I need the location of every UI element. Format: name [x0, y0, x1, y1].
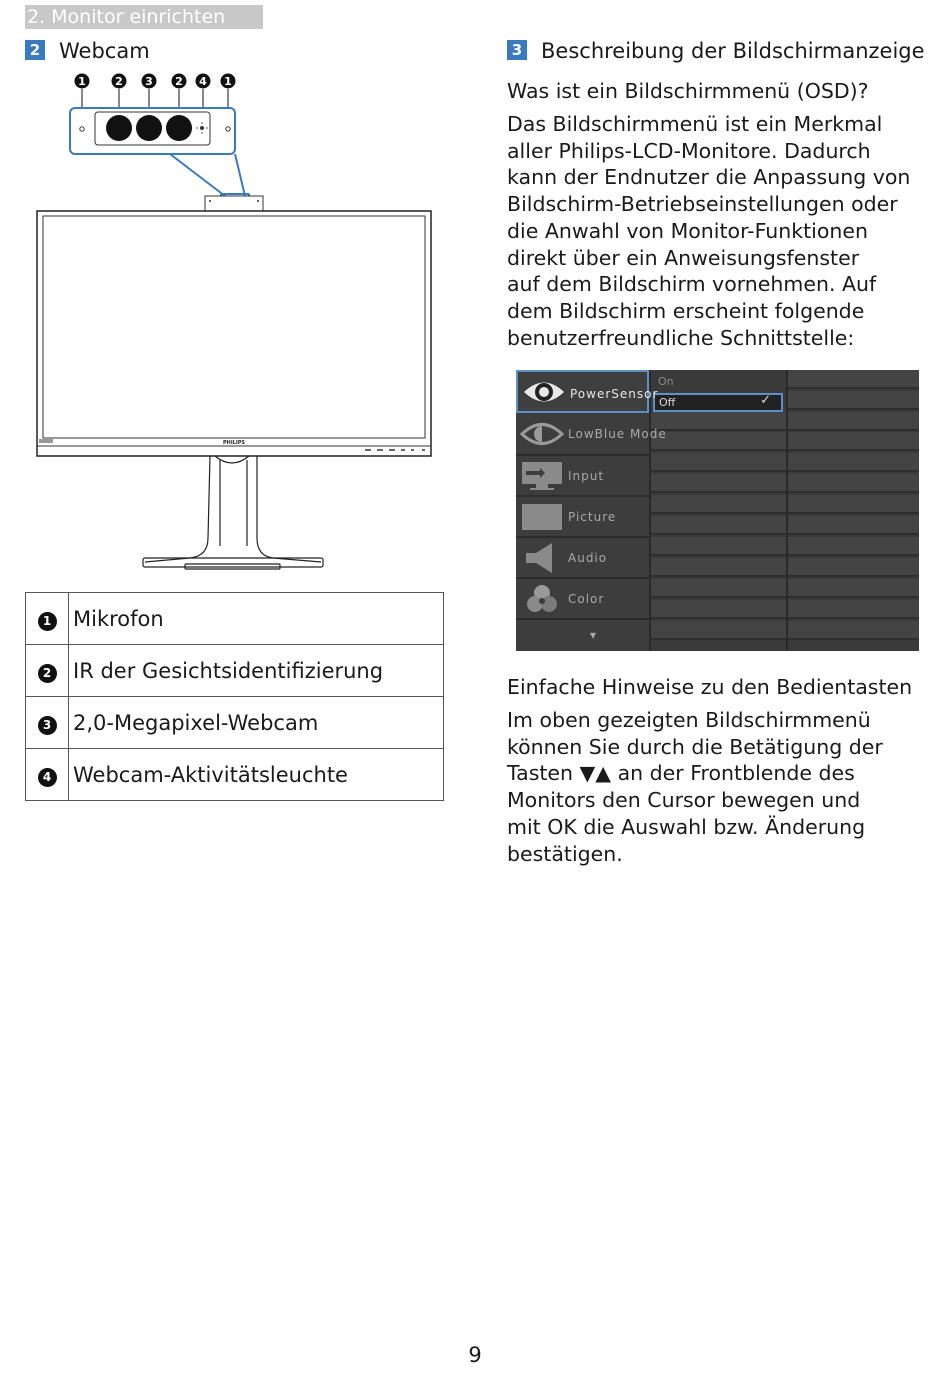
text-line: auf dem Bildschirm vornehmen. Auf — [507, 272, 877, 297]
option-label: Off — [659, 396, 676, 409]
section-number-badge: 3 — [507, 40, 527, 60]
osd-option-on[interactable]: On — [658, 375, 674, 388]
monitor-stand — [143, 456, 323, 569]
osd-menu-screenshot — [516, 370, 919, 651]
number-badge: 4 — [38, 768, 57, 787]
osd-item-label: PowerSensor — [570, 387, 659, 401]
text-line: Das Bildschirmmenü ist ein Merkmal — [507, 112, 883, 136]
chapter-header: 2. Monitor einrichten — [25, 5, 263, 29]
callout-text: 1 — [78, 75, 86, 88]
table-row — [26, 645, 444, 697]
webcam-section-title — [25, 37, 150, 65]
text-line: direkt über ein Anweisungsfenster — [507, 245, 860, 270]
brand-logo: PHILIPS — [222, 440, 246, 446]
chevron-down-icon: ▾ — [590, 628, 598, 642]
osd-title: Beschreibung der Bildschirmanzeige — [541, 39, 925, 63]
svg-text:2: 2 — [115, 75, 123, 88]
section-number-badge: 2 — [25, 40, 45, 60]
number-badge: 2 — [38, 664, 57, 683]
text-line: Monitors den Cursor bewegen und — [507, 788, 861, 813]
osd-item-color[interactable] — [516, 579, 649, 620]
speaker-icon — [520, 541, 564, 575]
osd-item-label: Color — [568, 592, 605, 606]
monitor-body — [37, 211, 431, 456]
hints-title: Einfache Hinweise zu den Bedientasten — [507, 675, 913, 699]
osd-item-label: Input — [568, 469, 605, 483]
osd-item-audio[interactable] — [516, 538, 649, 579]
svg-text:4: 4 — [199, 75, 207, 88]
text-line: bestätigen. — [507, 841, 623, 866]
text-line: dem Bildschirm erscheint folgende — [507, 298, 865, 323]
svg-text:1: 1 — [224, 75, 232, 88]
number-badge: 1 — [38, 612, 57, 631]
svg-text:2: 2 — [175, 75, 183, 88]
osd-section-title — [507, 37, 925, 65]
text-line: kann der Endnutzer die Anpassung von — [507, 165, 911, 190]
lowblue-eye-icon — [520, 417, 564, 451]
osd-option-off-selected[interactable] — [653, 393, 783, 412]
legend-label: Webcam-Aktivitätsleuchte — [69, 749, 444, 801]
webcam-title: Webcam — [59, 39, 150, 63]
text-line: mit OK die Auswahl bzw. Änderung — [507, 814, 866, 839]
osd-item-label: LowBlue Mode — [568, 427, 667, 441]
table-row — [26, 749, 444, 801]
osd-question: Was ist ein Bildschirmmenü (OSD)? — [507, 79, 869, 103]
picture-icon — [520, 500, 564, 534]
osd-item-picture[interactable] — [516, 497, 649, 538]
osd-options-column — [651, 370, 786, 651]
osd-item-powersensor[interactable] — [516, 370, 659, 413]
text-line: Bildschirm-Betriebseinstellungen oder — [507, 192, 898, 217]
hints-paragraph — [507, 707, 883, 867]
osd-item-input[interactable] — [516, 456, 649, 497]
number-badge: 3 — [38, 716, 57, 735]
webcam-zoom-callout — [70, 108, 249, 202]
webcam-legend-table — [25, 592, 444, 801]
svg-text:3: 3 — [145, 75, 153, 88]
text-line: Im oben gezeigten Bildschirmmenü — [507, 708, 871, 732]
input-icon — [520, 459, 564, 493]
table-row — [26, 697, 444, 749]
legend-label: Mikrofon — [69, 593, 444, 645]
osd-item-label: Audio — [568, 551, 608, 565]
osd-scroll-more[interactable] — [516, 620, 649, 651]
monitor-webcam-illustration — [25, 68, 445, 578]
text-line: die Anwahl von Monitor-Funktionen — [507, 218, 868, 243]
callout-1-left — [75, 74, 90, 109]
osd-paragraph — [507, 111, 910, 351]
page-number: 9 — [468, 1343, 482, 1367]
osd-item-label: Picture — [568, 510, 617, 524]
text-line: können Sie durch die Betätigung der — [507, 734, 883, 759]
legend-label: 2,0-Megapixel-Webcam — [69, 697, 444, 749]
text-line: benutzerfreundliche Schnittstelle: — [507, 325, 855, 350]
text-line: aller Philips-LCD-Monitore. Dadurch — [507, 138, 871, 163]
check-icon: ✓ — [760, 393, 771, 408]
osd-sub-column — [788, 370, 919, 651]
text-line: Tasten ▼▲ an der Frontblende des — [507, 761, 855, 786]
legend-label: IR der Gesichtsidentifizierung — [69, 645, 444, 697]
table-row — [26, 593, 444, 645]
color-circles-icon — [520, 582, 564, 616]
eye-icon — [522, 375, 566, 409]
osd-item-lowblue-mode[interactable] — [516, 414, 667, 456]
